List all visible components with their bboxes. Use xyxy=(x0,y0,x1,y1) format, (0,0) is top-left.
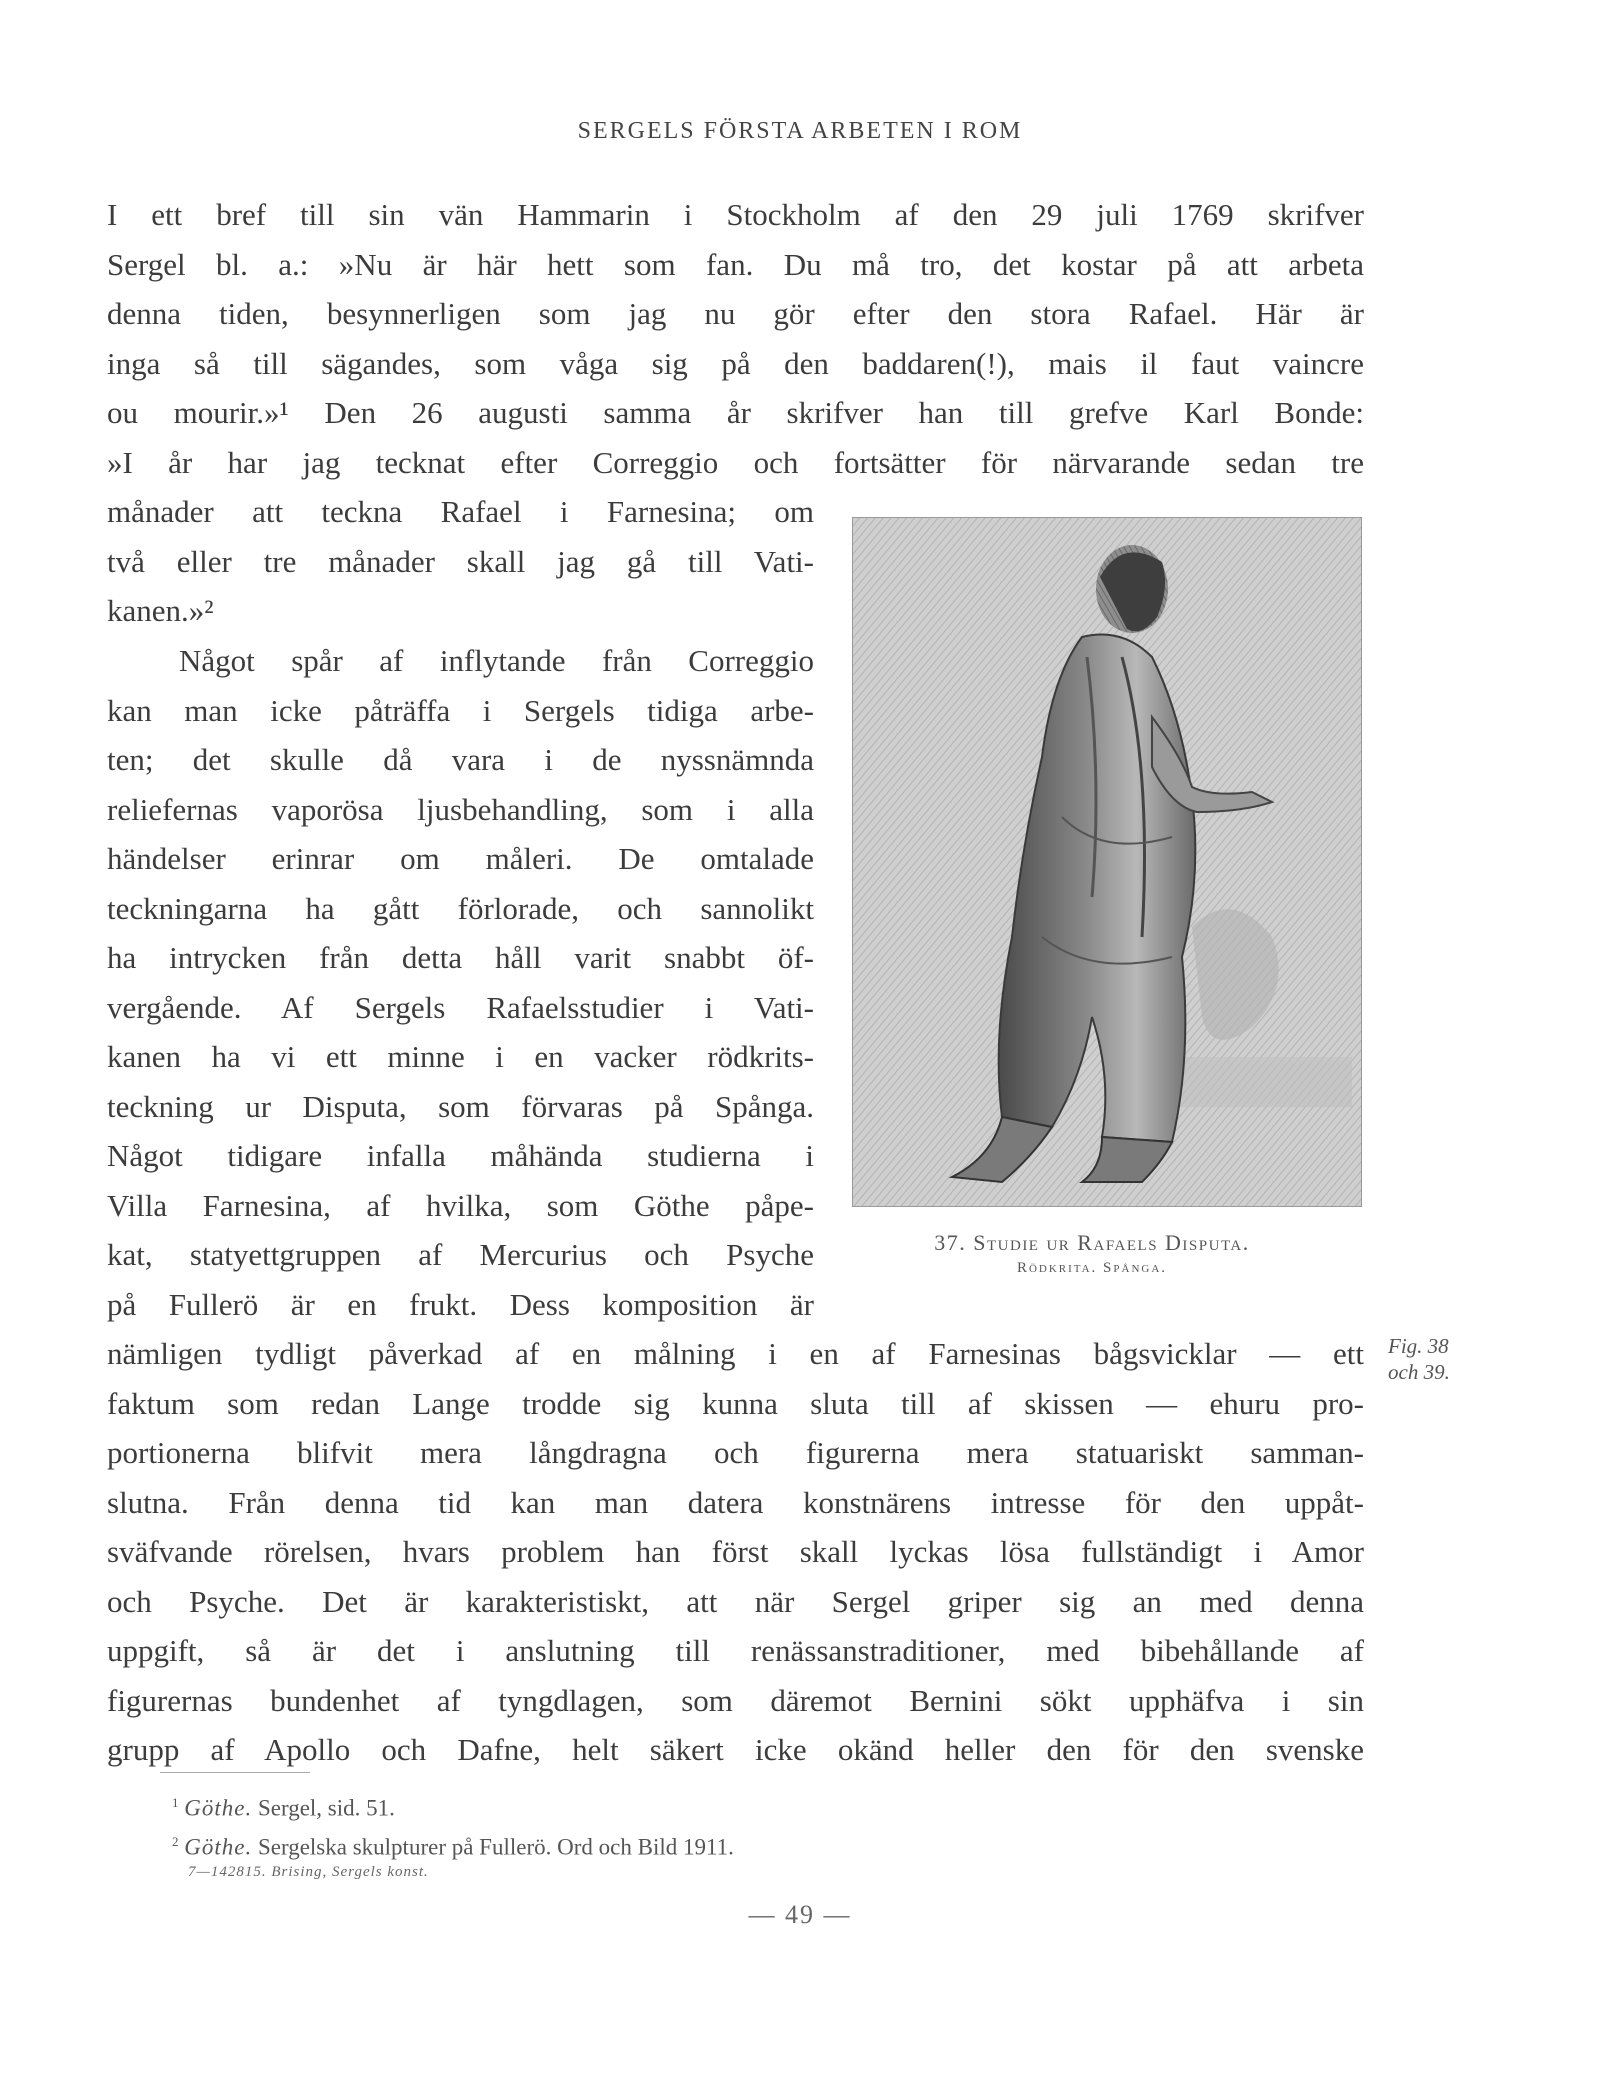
text-line: Något tidigare infalla måhända studierna i xyxy=(107,1138,814,1173)
text-line: Något spår af inflytande från Correggio xyxy=(179,643,814,678)
text-line: faktum som redan Lange trodde sig kunna sluta till af skissen — ehuru pro- xyxy=(107,1385,1364,1421)
text-line: uppgift, så är det i anslutning till renässanstraditioner, med bibehållande af xyxy=(107,1633,1364,1668)
text-line: sväfvande rörelsen, hvars problem han först skall lyckas lösa fullständigt i Amor xyxy=(107,1534,1364,1569)
text-line: portionerna blifvit mera långdragna och figurerna mera statuariskt samman- xyxy=(107,1435,1364,1470)
text-line: slutna. Från denna tid kan man datera konstnärens intresse för den uppåt- xyxy=(107,1484,1364,1520)
text-line: Villa Farnesina, af hvilka, som Göthe påpe- xyxy=(107,1187,814,1223)
text-line: grupp af Apollo och Dafne, helt säkert icke okänd heller den för den svenske xyxy=(107,1732,1364,1767)
text-line: två eller tre månader skall jag gå till Vati- xyxy=(107,543,814,579)
text-line: och Psyche. Det är karakteristiskt, att när Sergel griper sig an med denna xyxy=(107,1583,1364,1619)
text-line: denna tiden, besynnerligen som jag nu gör efter den stora Rafael. Här är xyxy=(107,296,1364,331)
text-line: kan man icke påträffa i Sergels tidiga arbe- xyxy=(107,692,814,728)
footnotes xyxy=(172,1786,1072,1863)
running-head: SERGELS FÖRSTA ARBETEN I ROM xyxy=(577,118,1023,144)
footnote xyxy=(172,1786,1072,1825)
text-line: figurernas bundenhet af tyngdlagen, som däremot Bernini sökt upphäfva i sin xyxy=(107,1682,1364,1718)
footnote-author: Göthe. xyxy=(184,1795,253,1821)
printer-signature: 7—142815. Brising, Sergels konst. xyxy=(188,1864,429,1880)
text-line: ha intrycken från detta håll varit snabbt öf- xyxy=(107,940,814,975)
text-line: inga så till sägandes, som våga sig på den baddaren(!), mais il faut vaincre xyxy=(107,345,1364,381)
text-line: ten; det skulle då vara i de nyssnämnda xyxy=(107,742,814,777)
text-line: kanen ha vi ett minne i en vacker rödkrits- xyxy=(107,1039,814,1074)
footnote-text: Sergelska skulpturer på Fullerö. Ord och Bild 1911. xyxy=(257,1834,734,1860)
text-line: teckningarna ha gått förlorade, och sannolikt xyxy=(107,890,814,926)
caption-subtitle: Rödkrita. Spånga. xyxy=(1016,1260,1168,1276)
text-line: nämligen tydligt påverkad af en målning i en af Farnesinas bågsvicklar — ett xyxy=(107,1336,1364,1371)
caption-title: 37. Studie ur Rafaels Disputa. xyxy=(934,1230,1250,1255)
footnote-mark: 1 xyxy=(172,1795,179,1810)
margin-note xyxy=(1388,1333,1498,1385)
text-line: teckning ur Disputa, som förvaras på Spånga. xyxy=(107,1088,814,1124)
footnote-mark: 2 xyxy=(172,1833,179,1849)
margin-note-line: och 39. xyxy=(1388,1360,1450,1384)
footnote xyxy=(172,1825,1072,1864)
footnote-author: Göthe. xyxy=(184,1834,253,1860)
text-line: kat, statyettgruppen af Mercurius och Psyche xyxy=(107,1237,814,1272)
text-line: I ett bref till sin vän Hammarin i Stockholm af den 29 juli 1769 skrifver xyxy=(107,197,1364,232)
paragraph-narrow xyxy=(107,636,814,1329)
text-line: kanen.»² xyxy=(107,593,214,628)
page-number: — 49 — xyxy=(748,1900,852,1929)
margin-note-line: Fig. 38 xyxy=(1388,1334,1449,1358)
text-line: händelser erinrar om måleri. De omtalade xyxy=(107,841,814,876)
text-line: »I år har jag tecknat efter Correggio och fortsätter för närvarande sedan tre xyxy=(107,444,1364,480)
footnote-text: Sergel, sid. 51. xyxy=(257,1795,395,1821)
footnote-divider xyxy=(160,1772,310,1773)
figure-caption xyxy=(812,1230,1372,1277)
text-line: Sergel bl. a.: »Nu är här hett som fan. Du må tro, det kostar på att arbeta xyxy=(107,246,1364,282)
text-line: på Fullerö är en frukt. Dess komposition är xyxy=(107,1286,814,1322)
figure-drawing xyxy=(852,517,1362,1207)
robed-figure-drawing xyxy=(852,517,1362,1207)
text-line: reliefernas vaporösa ljusbehandling, som i alla xyxy=(107,791,814,827)
text-line: ou mourir.»¹ Den 26 augusti samma år skrifver han till grefve Karl Bonde: xyxy=(107,395,1364,430)
text-line: vergående. Af Sergels Rafaelsstudier i Vati- xyxy=(107,989,814,1025)
paragraph-bottom xyxy=(107,1329,1364,1775)
text-line: månader att teckna Rafael i Farnesina; om xyxy=(107,494,814,529)
